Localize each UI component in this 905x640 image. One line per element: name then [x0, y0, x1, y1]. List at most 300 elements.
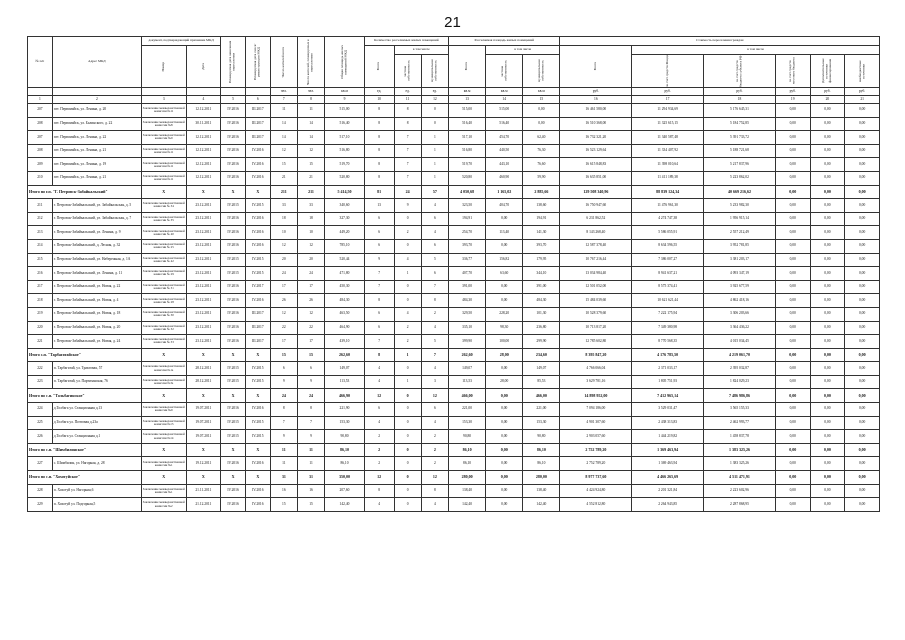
value-cell: 0,00: [810, 403, 845, 417]
value-cell: 1: [421, 171, 448, 185]
plan-demolish-cell: IV.2015: [245, 362, 270, 376]
value-cell: 0,00: [845, 131, 880, 145]
value-cell: 1 824 029,23: [704, 375, 776, 389]
subtotal-cell: 4 176 785,50: [632, 348, 704, 362]
plan-date-cell: IV.2016: [221, 117, 246, 131]
value-cell: 5 176 645,31: [704, 104, 776, 118]
value-cell: 12: [270, 239, 297, 253]
value-cell: 142,40: [325, 498, 365, 512]
value-cell: 153,30: [523, 416, 560, 430]
col-head-cost-investor: внебюджетные источники: [845, 55, 880, 88]
value-cell: 11 340 587,48: [632, 131, 704, 145]
value-cell: 5 223 862,02: [704, 171, 776, 185]
value-cell: 9: [297, 430, 324, 444]
value-cell: 0,00: [845, 253, 880, 267]
value-cell: 0,00: [775, 212, 810, 226]
unit-cell: руб.: [704, 88, 776, 96]
doc-number-cell: Заключение межведомственной комиссии №11: [141, 158, 186, 172]
table-row: [28, 498, 880, 512]
column-number-cell: 14: [486, 96, 523, 104]
subtotal-cell: X: [221, 443, 246, 457]
value-cell: 0,00: [775, 294, 810, 308]
value-cell: 9: [297, 375, 324, 389]
value-cell: 8: [270, 403, 297, 417]
address-cell: с. Шимбилик, ул. Нагорная, д. 28: [52, 457, 141, 471]
value-cell: 5 217 837,96: [704, 158, 776, 172]
subtotal-cell: X: [245, 443, 270, 457]
value-cell: 9: [364, 253, 394, 267]
row-number: 207: [28, 104, 53, 118]
subtotal-cell: X: [141, 348, 186, 362]
column-number-cell: 7: [270, 96, 297, 104]
value-cell: 4: [421, 362, 448, 376]
value-cell: 0,00: [486, 416, 523, 430]
value-cell: 138,40: [523, 484, 560, 498]
value-cell: 16: [297, 484, 324, 498]
value-cell: 519,70: [325, 158, 365, 172]
value-cell: 138,40: [449, 484, 486, 498]
plan-date-cell: IV.2016: [221, 321, 246, 335]
value-cell: 8: [364, 104, 394, 118]
value-cell: 11: [297, 104, 324, 118]
value-cell: 138,60: [523, 199, 560, 213]
column-number-cell: 19: [775, 96, 810, 104]
value-cell: 0: [421, 117, 448, 131]
subtotal-cell: 88 839 124,34: [632, 185, 704, 199]
value-cell: 2: [421, 430, 448, 444]
col-head-cost-extra: Дополнительные источники финансирования: [810, 55, 845, 88]
value-cell: 0,00: [486, 212, 523, 226]
value-cell: 18: [297, 212, 324, 226]
value-cell: 3: [421, 375, 448, 389]
col-head-area-total: Общая площадь жилых помещений МКД: [325, 37, 365, 88]
value-cell: 21: [270, 171, 297, 185]
value-cell: 0,00: [775, 117, 810, 131]
subtotal-cell: 211: [297, 185, 324, 199]
doc-date-cell: 23.12.2011: [186, 307, 221, 321]
value-cell: 7: [364, 267, 394, 281]
row-number: 225: [28, 416, 53, 430]
value-cell: 515,00: [449, 104, 486, 118]
value-cell: 28,00: [486, 375, 523, 389]
plan-date-cell: IV.2016: [221, 171, 246, 185]
value-cell: 33: [297, 199, 324, 213]
unit-cell: [221, 88, 246, 96]
table-row: [28, 416, 880, 430]
plan-date-cell: IV.2015: [221, 267, 246, 281]
row-number: 209: [28, 158, 53, 172]
value-cell: 0,00: [775, 375, 810, 389]
unit-cell: руб.: [845, 88, 880, 96]
unit-cell: [28, 88, 53, 96]
unit-cell: кв.м: [449, 88, 486, 96]
doc-number-cell: Заключение межведомственной комиссии №14: [141, 430, 186, 444]
value-cell: 8: [364, 171, 394, 185]
column-number-cell: 15: [523, 96, 560, 104]
value-cell: 8 634 596,55: [632, 239, 704, 253]
subtotal-cell: 15: [297, 348, 324, 362]
doc-number-cell: Заключение межведомственной комиссии № 25: [141, 239, 186, 253]
plan-demolish-cell: IV.2016: [245, 226, 270, 240]
value-cell: 0,00: [845, 117, 880, 131]
doc-date-cell: 28.12.2011: [186, 362, 221, 376]
col-head-address: Адрес МКД: [52, 37, 141, 88]
value-cell: 4 901 307,60: [560, 416, 632, 430]
value-cell: 0,00: [845, 280, 880, 294]
value-cell: 8: [364, 158, 394, 172]
col-head-count-total: Всего: [364, 46, 394, 88]
plan-date-cell: IV.2015: [221, 199, 246, 213]
value-cell: 113,53: [449, 375, 486, 389]
plan-demolish-cell: III.2017: [245, 307, 270, 321]
value-cell: 18: [270, 212, 297, 226]
value-cell: 4 093 347,19: [704, 267, 776, 281]
value-cell: 76,60: [523, 158, 560, 172]
subtotal-cell: X: [186, 348, 221, 362]
value-cell: 11 294 934,69: [632, 104, 704, 118]
column-number-cell: 16: [560, 96, 632, 104]
value-cell: 0,00: [810, 484, 845, 498]
subtotal-cell: 31: [297, 471, 324, 485]
row-number: 228: [28, 484, 53, 498]
plan-date-cell: IV.2016: [221, 498, 246, 512]
subtotal-cell: 8 977 737,60: [560, 471, 632, 485]
doc-date-cell: 30.11.2011: [186, 117, 221, 131]
doc-date-cell: 12.12.2011: [186, 144, 221, 158]
column-number-cell: 1: [28, 96, 53, 104]
col-head-cost-group: Стоимость переселения граждан: [560, 37, 880, 46]
value-cell: 6: [364, 212, 394, 226]
value-cell: 0: [394, 484, 421, 498]
plan-demolish-cell: IV.2015: [245, 267, 270, 281]
subtotal-cell: 2 885,66: [523, 185, 560, 199]
subtotal-row: [28, 471, 880, 485]
value-cell: 340,60: [325, 199, 365, 213]
value-cell: 11: [270, 104, 297, 118]
subtotal-cell: 1 165,02: [486, 185, 523, 199]
value-cell: 20: [270, 253, 297, 267]
value-cell: 0,00: [845, 362, 880, 376]
value-cell: 8 143 268,40: [560, 226, 632, 240]
unit-cell: [141, 88, 186, 96]
subtotal-cell: 12: [421, 471, 448, 485]
value-cell: 0,00: [845, 335, 880, 349]
subtotal-cell: 7: [421, 348, 448, 362]
doc-date-cell: 19.12.2011: [186, 457, 221, 471]
value-cell: 21: [297, 171, 324, 185]
value-cell: 1: [421, 131, 448, 145]
subtotal-cell: 8 395 847,20: [560, 348, 632, 362]
value-cell: 6: [364, 239, 394, 253]
subtotal-label: Итого по с.п. "Хохотуйское": [28, 471, 142, 485]
value-cell: 7 094 186,00: [560, 403, 632, 417]
col-head-cost-fund: за счет средств Фонда: [632, 55, 704, 88]
subtotal-cell: X: [141, 389, 186, 403]
value-cell: 11 325 615,15: [632, 117, 704, 131]
units-row: [28, 88, 880, 96]
value-cell: 0,00: [810, 280, 845, 294]
plan-demolish-cell: IV.2016: [245, 457, 270, 471]
value-cell: 16 732 321,20: [560, 131, 632, 145]
value-cell: 6: [421, 267, 448, 281]
value-cell: 100,00: [486, 335, 523, 349]
subtotal-cell: 24: [297, 389, 324, 403]
value-cell: 0: [394, 212, 421, 226]
table-row: [28, 294, 880, 308]
value-cell: 2 438 313,83: [632, 416, 704, 430]
row-number: 220: [28, 321, 53, 335]
value-cell: 4 274 747,38: [632, 212, 704, 226]
doc-number-cell: Заключение межведомственной комиссии №1а: [141, 362, 186, 376]
doc-number-cell: Заключение межведомственной комиссии № 30: [141, 307, 186, 321]
plan-date-cell: IV.2016: [221, 294, 246, 308]
subtotal-cell: 86,10: [523, 443, 560, 457]
address-cell: г. Петровск-Забайкальский, ул. Новая, д. 24: [52, 335, 141, 349]
value-cell: 0,00: [845, 294, 880, 308]
subtotal-cell: X: [186, 389, 221, 403]
value-cell: 76,30: [523, 144, 560, 158]
col-head-count-incl: в том числе: [394, 46, 448, 55]
address-cell: п. Тарбагатай, ул. Партизанская, 76: [52, 375, 141, 389]
value-cell: 16 750 947,60: [560, 199, 632, 213]
subtotal-cell: 1: [394, 348, 421, 362]
subtotal-row: [28, 443, 880, 457]
subtotal-cell: X: [221, 471, 246, 485]
value-cell: 0,00: [775, 239, 810, 253]
subtotal-cell: 4 466 265,69: [632, 471, 704, 485]
value-cell: 156,82: [486, 253, 523, 267]
value-cell: 0,00: [486, 484, 523, 498]
value-cell: 6: [421, 403, 448, 417]
plan-date-cell: IV.2016: [221, 280, 246, 294]
plan-date-cell: IV.2016: [221, 239, 246, 253]
unit-cell: руб.: [810, 88, 845, 96]
subtotal-cell: 211: [270, 185, 297, 199]
value-cell: 0,00: [775, 362, 810, 376]
value-cell: 0,00: [810, 294, 845, 308]
value-cell: 2 287 868,95: [704, 498, 776, 512]
value-cell: 1: [394, 375, 421, 389]
value-cell: 12: [270, 307, 297, 321]
value-cell: 141,30: [523, 226, 560, 240]
column-number-cell: 21: [845, 96, 880, 104]
value-cell: 0,00: [845, 267, 880, 281]
value-cell: 0,00: [845, 226, 880, 240]
col-head-doc-date: Дата: [186, 46, 221, 88]
value-cell: 228,20: [486, 307, 523, 321]
subtotal-cell: 0,00: [810, 389, 845, 403]
value-cell: 2: [394, 226, 421, 240]
col-head-row-num: № п/п: [28, 37, 53, 88]
doc-number-cell: Заключение межведомственной комиссии №9: [141, 131, 186, 145]
value-cell: 12: [297, 239, 324, 253]
address-cell: пгт. Первомайск, ул. Ленина, д. 19: [52, 158, 141, 172]
value-cell: 2: [364, 457, 394, 471]
address-cell: д.Толбага ул. Станционная д.1: [52, 430, 141, 444]
value-cell: 0,00: [845, 144, 880, 158]
doc-date-cell: 23.12.2011: [186, 253, 221, 267]
value-cell: 6: [364, 321, 394, 335]
value-cell: 0,00: [486, 430, 523, 444]
subtotal-cell: 24: [394, 185, 421, 199]
data-sheet: [27, 36, 880, 512]
plan-date-cell: IV.2016: [221, 457, 246, 471]
value-cell: 6: [270, 362, 297, 376]
table-row: [28, 239, 880, 253]
col-head-count-municipal: муниципальная собственность: [421, 55, 448, 88]
value-cell: 336,77: [449, 253, 486, 267]
value-cell: 460,90: [486, 171, 523, 185]
value-cell: 0,00: [486, 498, 523, 512]
value-cell: 0,00: [810, 416, 845, 430]
value-cell: 12: [297, 144, 324, 158]
address-cell: пгт. Первомайск, ул. Ленина, д. 22: [52, 131, 141, 145]
table-row: [28, 267, 880, 281]
table-row: [28, 158, 880, 172]
value-cell: 2 462 993,77: [704, 416, 776, 430]
value-cell: 0,00: [775, 307, 810, 321]
value-cell: 7: [364, 335, 394, 349]
value-cell: 12: [297, 307, 324, 321]
column-number-cell: 12: [421, 96, 448, 104]
doc-date-cell: 23.12.2011: [186, 294, 221, 308]
value-cell: 86,10: [449, 457, 486, 471]
value-cell: 194,91: [449, 212, 486, 226]
page-number: 21: [444, 14, 461, 31]
value-cell: 2: [394, 335, 421, 349]
value-cell: 7 349 380,98: [632, 321, 704, 335]
column-number-cell: 8: [297, 96, 324, 104]
value-cell: 4: [421, 199, 448, 213]
value-cell: 0,00: [845, 498, 880, 512]
value-cell: 7: [394, 171, 421, 185]
subtotal-cell: 466,90: [325, 389, 365, 403]
value-cell: 0,00: [845, 212, 880, 226]
value-cell: 7: [394, 131, 421, 145]
plan-demolish-cell: IV.2016: [245, 171, 270, 185]
row-number: 212: [28, 212, 53, 226]
value-cell: 14: [297, 131, 324, 145]
value-cell: 0,00: [845, 239, 880, 253]
value-cell: 90,80: [325, 430, 365, 444]
value-cell: 454,70: [486, 131, 523, 145]
value-cell: 5 233 982,30: [704, 199, 776, 213]
doc-date-cell: 23.12.2011: [186, 199, 221, 213]
subtotal-cell: 466,00: [449, 389, 486, 403]
value-cell: 4 015 034,45: [704, 335, 776, 349]
doc-number-cell: Заключение межведомственной комиссии №11: [141, 104, 186, 118]
value-cell: 0,00: [775, 131, 810, 145]
value-cell: 8 770 568,35: [632, 335, 704, 349]
subtotal-cell: 24: [270, 389, 297, 403]
value-cell: 24: [297, 267, 324, 281]
value-cell: 0,00: [486, 403, 523, 417]
address-cell: г. Петровск-Забайкальский, ул. Набережная, д. 1А: [52, 253, 141, 267]
doc-number-cell: Заключение межведомственной комиссии № 40: [141, 226, 186, 240]
doc-number-cell: Заключение межведомственной комиссии № 35: [141, 212, 186, 226]
subtotal-cell: 1 383 325,26: [704, 443, 776, 457]
plan-date-cell: IV.2016: [221, 307, 246, 321]
value-cell: 8: [394, 117, 421, 131]
value-cell: 142,40: [523, 498, 560, 512]
table-row: [28, 403, 880, 417]
value-cell: 254,70: [449, 226, 486, 240]
doc-number-cell: Заключение межведомственной комиссии № 42: [141, 253, 186, 267]
address-cell: г. Петровск-Забайкальский, ул. Новая, д. 22: [52, 280, 141, 294]
doc-date-cell: 21.12.2011: [186, 498, 221, 512]
value-cell: 520,80: [325, 171, 365, 185]
address-cell: пгт. Первомайск, ул. Ленина, д. 21: [52, 144, 141, 158]
col-head-plan-date: Планируемая дата окончания переселения: [221, 37, 246, 88]
value-cell: 14: [297, 117, 324, 131]
value-cell: 12: [270, 144, 297, 158]
doc-date-cell: 12.12.2011: [186, 171, 221, 185]
value-cell: 8 941 637,21: [632, 267, 704, 281]
subtotal-cell: 1 369 463,94: [632, 443, 704, 457]
value-cell: 0,00: [775, 416, 810, 430]
value-cell: 471,80: [325, 267, 365, 281]
subtotal-row: [28, 389, 880, 403]
doc-date-cell: 19.07.2011: [186, 403, 221, 417]
subtotal-cell: 4 050,68: [449, 185, 486, 199]
doc-number-cell: Заключение межведомственной комиссии № 28: [141, 294, 186, 308]
value-cell: 6: [421, 212, 448, 226]
unit-cell: чел.: [270, 88, 297, 96]
value-cell: 0,00: [775, 226, 810, 240]
subtotal-cell: X: [141, 443, 186, 457]
value-cell: 519,70: [449, 158, 486, 172]
plan-date-cell: IV.2015: [221, 375, 246, 389]
value-cell: 7 386 007,27: [632, 253, 704, 267]
column-number-cell: 18: [704, 96, 776, 104]
subtotal-cell: 12: [421, 389, 448, 403]
value-cell: 5 391 733,72: [704, 131, 776, 145]
subtotal-cell: 0,00: [775, 348, 810, 362]
plan-demolish-cell: III.2017: [245, 335, 270, 349]
value-cell: 0,00: [845, 375, 880, 389]
value-cell: 0: [394, 457, 421, 471]
value-cell: 15 484 039,60: [560, 294, 632, 308]
plan-demolish-cell: IV.2016: [245, 403, 270, 417]
subtotal-cell: X: [186, 185, 221, 199]
value-cell: 12 501 052,00: [560, 280, 632, 294]
subtotal-cell: 81: [364, 185, 394, 199]
address-cell: п. Хохотуй ул. Нагорная,6: [52, 484, 141, 498]
plan-demolish-cell: IV.2016: [245, 239, 270, 253]
row-number: 208: [28, 117, 53, 131]
value-cell: 15: [297, 498, 324, 512]
value-cell: 0,00: [810, 158, 845, 172]
row-number: 217: [28, 280, 53, 294]
plan-date-cell: IV.2016: [221, 403, 246, 417]
doc-date-cell: 23.12.2011: [186, 280, 221, 294]
doc-number-cell: Заключение межведомственной комиссии № 32: [141, 321, 186, 335]
subtotal-cell: 466,00: [523, 389, 560, 403]
value-cell: 0,00: [845, 457, 880, 471]
value-cell: 9: [394, 199, 421, 213]
doc-date-cell: 28.12.2011: [186, 375, 221, 389]
value-cell: 5 586 055,91: [632, 226, 704, 240]
col-head-doc: документ, подтверждающий признание МКД: [141, 37, 220, 46]
value-cell: 3 925 677,59: [704, 280, 776, 294]
unit-cell: ед.: [394, 88, 421, 96]
value-cell: 6: [364, 403, 394, 417]
value-cell: 0,00: [845, 484, 880, 498]
row-number: 218: [28, 294, 53, 308]
value-cell: 90,80: [523, 430, 560, 444]
value-cell: 16 615 848,83: [560, 158, 632, 172]
row-number: 213: [28, 226, 53, 240]
